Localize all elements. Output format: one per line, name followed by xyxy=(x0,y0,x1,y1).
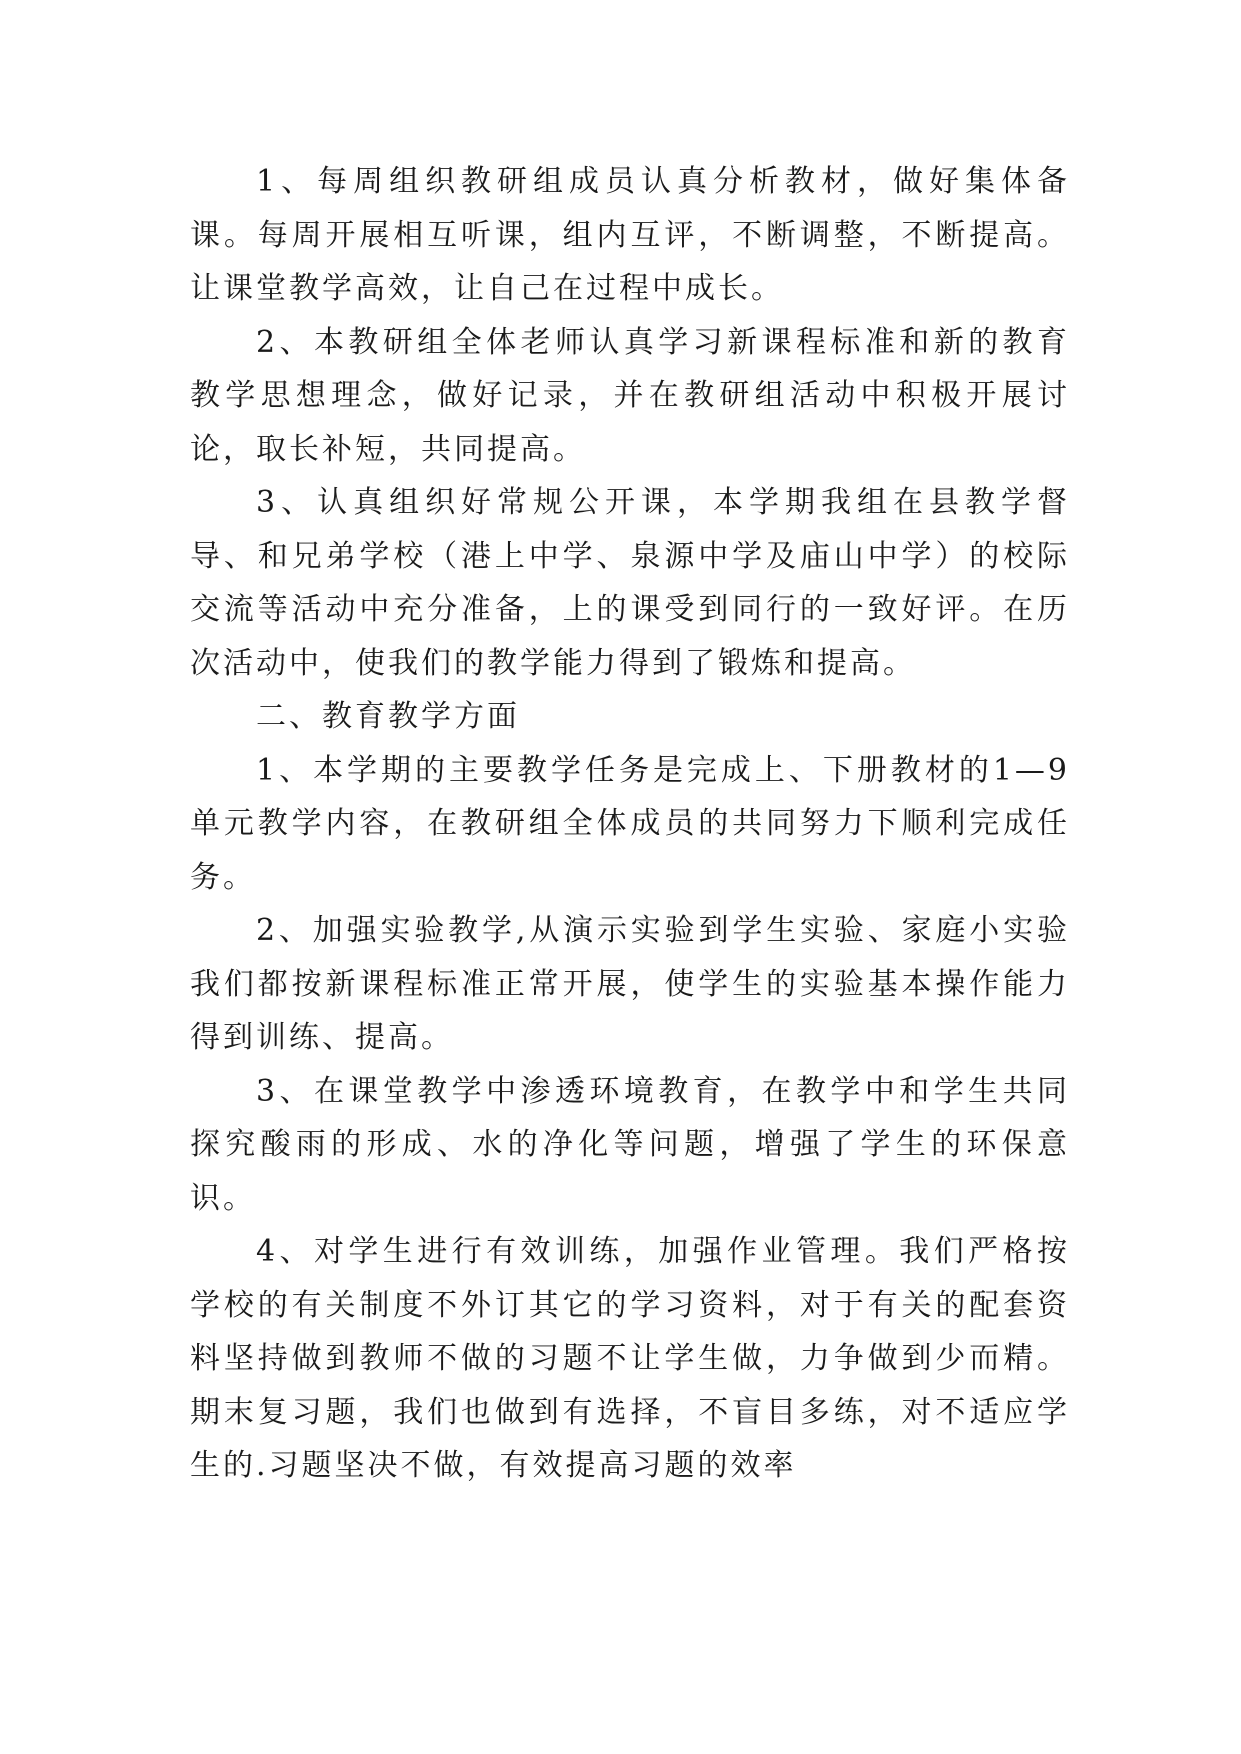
paragraph-teaching-4: 4、对学生进行有效训练，加强作业管理。我们严格按学校的有关制度不外订其它的学习资料，对于有关的配套资料坚持做到教师不做的习题不让学生做，力争做到少而精。期末复习题，我们也做到有选择，不盲目多练，对不适应学生的.习题坚决不做，有效提高习题的效率 xyxy=(190,1234,1070,1483)
paragraph-teaching-2: 2、加强实验教学,从演示实验到学生实验、家庭小实验我们都按新课程标准正常开展，使学生的实验基本操作能力得到训练、提高。 xyxy=(190,913,1070,1055)
section-heading-teaching: 二、教育教学方面 xyxy=(256,699,520,734)
document-body xyxy=(190,155,1070,1493)
paragraph-research-2: 2、本教研组全体老师认真学习新课程标准和新的教育教学思想理念，做好记录，并在教研组活动中积极开展讨论，取长补短，共同提高。 xyxy=(190,324,1070,467)
paragraph-teaching-1: 1、本学期的主要教学任务是完成上、下册教材的1—9单元教学内容，在教研组全体成员的共同努力下顺利完成任务。 xyxy=(190,752,1070,895)
paragraph-research-3: 3、认真组织好常规公开课，本学期我组在县教学督导、和兄弟学校（港上中学、泉源中学及庙山中学）的校际交流等活动中充分准备，上的课受到同行的一致好评。在历次活动中，使我们的教学能力得到了锻炼和提高。 xyxy=(190,485,1070,681)
paragraph-teaching-3: 3、在课堂教学中渗透环境教育，在教学中和学生共同探究酸雨的形成、水的净化等问题，增强了学生的环保意识。 xyxy=(190,1073,1070,1216)
paragraph-research-1: 1、每周组织教研组成员认真分析教材，做好集体备课。每周开展相互听课，组内互评，不断调整，不断提高。让课堂教学高效，让自己在过程中成长。 xyxy=(190,164,1070,306)
